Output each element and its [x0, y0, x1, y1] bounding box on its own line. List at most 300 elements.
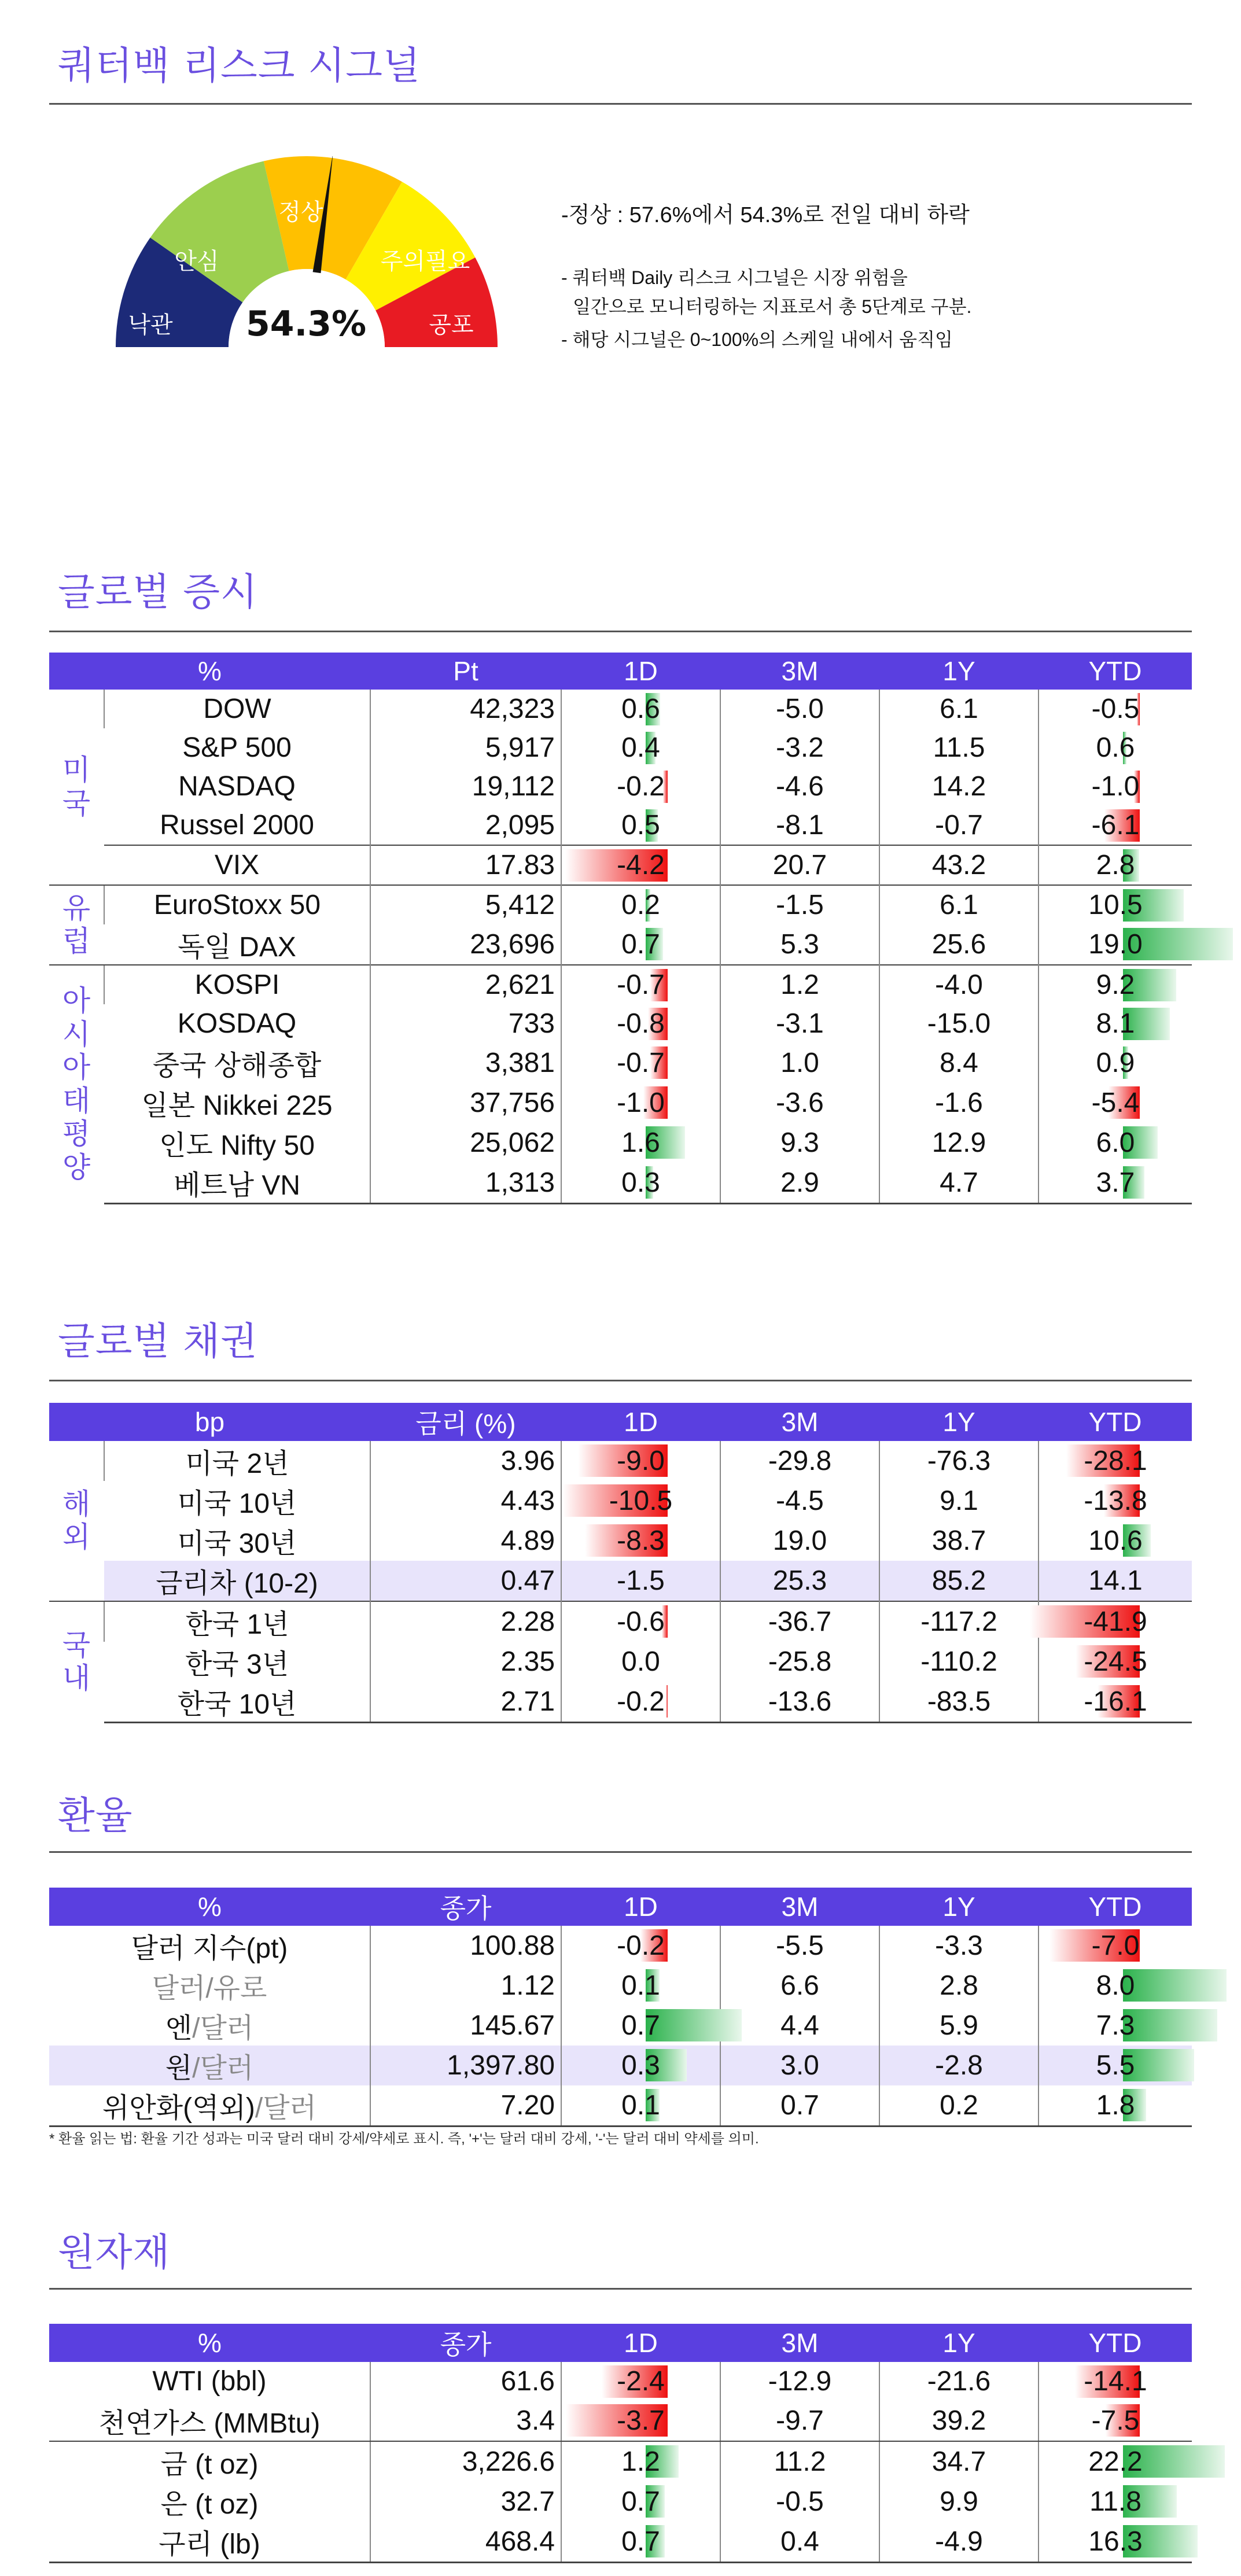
cell-value: -4.5: [720, 1481, 879, 1521]
fx-table: [49, 1888, 1192, 2127]
risk-title: 쿼터백 리스크 시그널: [58, 43, 421, 88]
cell-value: 10.5: [1088, 890, 1143, 920]
row-name: 금리차 (10-2): [104, 1561, 370, 1601]
bar-cell: [1039, 2362, 1192, 2401]
fx-base-gray: 달러: [152, 1973, 206, 2004]
row-value: 32.7: [370, 2482, 561, 2522]
row-name: 미국 30년: [177, 1528, 297, 1559]
cell-value: -8.3: [617, 1525, 665, 1556]
table-row: [49, 1123, 1192, 1163]
cell-value: 7.3: [1096, 2010, 1135, 2041]
cell-value: 22.2: [1088, 2446, 1143, 2477]
bar-cell: [1039, 1004, 1192, 1043]
group-label: 미 국: [62, 754, 91, 820]
cell-value: -1.0: [1091, 771, 1140, 802]
bar-cell: [561, 845, 720, 885]
table-row: [49, 1043, 1192, 1083]
row-value: 145.67: [370, 2006, 561, 2046]
row-name: [49, 1966, 370, 2006]
cell-value: 6.1: [879, 885, 1039, 924]
row-value: 1,313: [370, 1163, 561, 1204]
bar-cell: [1039, 1642, 1192, 1682]
row-value: 468.4: [370, 2522, 561, 2563]
cell-value: 20.7: [720, 845, 879, 885]
cell-value: -21.6: [879, 2362, 1039, 2401]
cell-value: -3.6: [720, 1083, 879, 1123]
row-value: 2,621: [370, 965, 561, 1004]
bar-cell: [561, 2085, 720, 2127]
bar-cell: [1039, 2006, 1192, 2046]
cell-value: -13.8: [1084, 1486, 1147, 1516]
cell-value: 0.1: [621, 2090, 660, 2121]
row-value: 2.71: [370, 1682, 561, 1723]
row-value: 2,095: [370, 806, 561, 845]
cell-value: -41.9: [1084, 1606, 1147, 1637]
row-name: 중국 상해종합: [152, 1051, 322, 1081]
equity-divider: [49, 631, 1192, 632]
row-name: 독일 DAX: [178, 932, 296, 963]
table-row: [49, 2482, 1192, 2522]
cell-value: -3.7: [617, 2405, 665, 2436]
col-header: 종가: [370, 2324, 561, 2362]
row-value: 5,412: [370, 885, 561, 924]
row-name: WTI (bbl): [152, 2366, 267, 2397]
fx-note: * 환율 읽는 법: 환율 기간 성과는 미국 달러 대비 강세/약세로 표시. 즉, '+'는 달러 대비 강세, '-'는 달러 대비 약세를 의미.: [49, 2131, 759, 2147]
row-name: 금 (t oz): [160, 2449, 259, 2480]
risk-desc-3: - 해당 시그널은 0~100%의 스케일 내에서 움직임: [561, 329, 953, 350]
gauge-label-1: 안심: [174, 248, 219, 275]
cell-value: 19.0: [720, 1521, 879, 1561]
row-name: [49, 2006, 370, 2046]
commodity-title: 원자재: [58, 2230, 171, 2275]
row-value: 3.4: [370, 2401, 561, 2441]
bar-cell: [561, 2006, 720, 2046]
cell-value: 9.9: [879, 2482, 1039, 2522]
gauge-label-2: 정상: [278, 199, 323, 226]
cell-value: -110.2: [879, 1642, 1039, 1682]
cell-value: -24.5: [1084, 1646, 1147, 1677]
cell-value: 1.2: [621, 2446, 660, 2477]
cell-value: -7.0: [1091, 1930, 1140, 1961]
bar-cell: [1039, 924, 1192, 965]
bar-cell: [561, 806, 720, 845]
row-name: Russel 2000: [160, 810, 314, 841]
cell-value: 8.1: [1096, 1008, 1135, 1039]
cell-value: 0.4: [621, 732, 660, 763]
table-row: [49, 2401, 1192, 2441]
cell-value: 16.3: [1088, 2526, 1143, 2557]
cell-value: -3.3: [879, 1926, 1039, 1966]
cell-value: 0.7: [621, 2526, 660, 2557]
row-value: 2.28: [370, 1601, 561, 1642]
bar-cell: [561, 1441, 720, 1481]
risk-value: 54.3%: [246, 304, 367, 344]
bar-cell: [561, 1043, 720, 1083]
bar-cell: [561, 2362, 720, 2401]
bar-cell: [561, 1004, 720, 1043]
cell-value: -76.3: [879, 1441, 1039, 1481]
bar-cell: [1039, 2401, 1192, 2441]
cell-value: -0.8: [617, 1008, 665, 1039]
bar-cell: [1039, 2522, 1192, 2563]
row-value: 733: [370, 1004, 561, 1043]
bar-cell: [561, 2441, 720, 2482]
bar-cell: [1039, 767, 1192, 806]
col-header: 종가: [370, 1888, 561, 1926]
cell-value: 11.8: [1089, 2486, 1141, 2517]
row-value: 7.20: [370, 2085, 561, 2127]
commodity-table: [49, 2324, 1192, 2563]
row-value: 2.35: [370, 1642, 561, 1682]
bar-cell: [1039, 2482, 1192, 2522]
cell-value: 4.4: [720, 2006, 879, 2046]
row-name: 한국 10년: [104, 1682, 370, 1723]
row-value: 3,226.6: [370, 2441, 561, 2482]
table-row: [49, 1926, 1192, 1966]
cell-value: -36.7: [720, 1601, 879, 1642]
row-name: 한국 3년: [185, 1649, 289, 1680]
col-header: YTD: [1039, 1403, 1192, 1441]
bar-cell: [1039, 1043, 1192, 1083]
cell-value: -2.8: [879, 2046, 1039, 2085]
row-name: 베트남 VN: [104, 1163, 370, 1204]
cell-value: -15.0: [879, 1004, 1039, 1043]
risk-desc-1: - 쿼터백 Daily 리스크 시그널은 시장 위험을: [561, 267, 908, 288]
cell-value: 11.5: [879, 728, 1039, 767]
pos-bar: [1123, 2009, 1217, 2041]
fx-quote: /달러: [192, 2053, 254, 2084]
bar-cell: [561, 885, 720, 924]
risk-headline: -정상 : 57.6%에서 54.3%로 전일 대비 하락: [561, 203, 970, 227]
table-row: [49, 2085, 1192, 2127]
group-label: 해 외: [62, 1487, 91, 1553]
bar-cell: [561, 924, 720, 965]
cell-value: 9.1: [879, 1481, 1039, 1521]
row-value: 19,112: [370, 767, 561, 806]
table-row: [49, 924, 1192, 965]
row-value: 3,381: [370, 1043, 561, 1083]
col-header: %: [49, 2324, 370, 2362]
bar-cell: [1039, 2046, 1192, 2085]
row-name: 한국 1년: [104, 1601, 370, 1642]
fx-quote: /유로: [205, 1973, 267, 2004]
cell-value: 25.3: [720, 1561, 879, 1601]
fx-base: 위안화(역외): [102, 2093, 255, 2124]
group-label: 국 내: [49, 1601, 104, 1723]
cell-value: 0.5: [621, 810, 660, 841]
bar-cell: [561, 1926, 720, 1966]
row-name: 일본 Nikkei 225: [141, 1090, 333, 1121]
cell-value: -1.5: [720, 885, 879, 924]
cell-value: 1.8: [1096, 2090, 1135, 2121]
col-header: YTD: [1039, 653, 1192, 690]
row-value: 61.6: [370, 2362, 561, 2401]
cell-value: 85.2: [879, 1561, 1039, 1601]
cell-value: 0.7: [621, 2010, 660, 2041]
cell-value: -1.0: [617, 1088, 665, 1118]
row-value: 0.47: [370, 1561, 561, 1601]
bar-cell: [561, 1481, 720, 1521]
row-name: 인도 Nifty 50: [159, 1130, 315, 1161]
cell-value: 0.1: [621, 1970, 660, 2001]
bar-cell: [561, 767, 720, 806]
cell-value: -117.2: [879, 1601, 1039, 1642]
cell-value: -5.0: [720, 690, 879, 728]
col-header: 1Y: [879, 1403, 1039, 1441]
cell-value: 0.7: [621, 2486, 660, 2517]
table-row: [49, 1966, 1192, 2006]
row-name: 천연가스 (MMBtu): [49, 2401, 370, 2441]
bar-cell: [561, 1163, 720, 1204]
cell-value: 3.7: [1096, 1167, 1135, 1198]
col-header: 1D: [561, 1403, 720, 1441]
row-value: 37,756: [370, 1083, 561, 1123]
row-name: 미국 10년: [177, 1488, 297, 1519]
cell-value: 1.6: [621, 1127, 660, 1158]
cell-value: -10.5: [609, 1486, 673, 1516]
pos-bar: [1123, 1969, 1227, 2002]
cell-value: 0.2: [879, 2085, 1039, 2127]
cell-value: 0.3: [621, 1167, 660, 1198]
cell-value: 0.7: [621, 929, 660, 960]
table-row: [49, 965, 1192, 1004]
cell-value: -0.5: [1091, 694, 1140, 724]
group-label: 아 시 아 태 평 양: [49, 965, 104, 1204]
gauge-label-3: 주의필요: [380, 248, 470, 275]
row-name: [49, 2046, 370, 2085]
cell-value: 5.3: [720, 924, 879, 965]
row-value: 1,397.80: [370, 2046, 561, 2085]
bar-cell: [561, 965, 720, 1004]
row-name: [49, 1926, 370, 1966]
row-value: 23,696: [370, 924, 561, 965]
cell-value: -16.1: [1084, 1686, 1147, 1717]
cell-value: -0.7: [879, 806, 1039, 845]
cell-value: 0.4: [720, 2522, 879, 2563]
cell-value: 2.9: [720, 1163, 879, 1204]
bar-cell: [1039, 806, 1192, 845]
bar-cell: [1039, 1966, 1192, 2006]
cell-value: -4.2: [617, 850, 665, 880]
bar-cell: [561, 2522, 720, 2563]
cell-value: 6.0: [1096, 1127, 1135, 1158]
table-row: [49, 806, 1192, 845]
row-name: EuroStoxx 50: [104, 885, 370, 924]
row-name: 구리 (lb): [49, 2522, 370, 2563]
cell-value: -0.2: [617, 1686, 665, 1717]
table-row: [49, 2441, 1192, 2482]
bonds-title: 글로벌 채권: [58, 1319, 258, 1363]
cell-value: 0.9: [1096, 1048, 1135, 1078]
bar-cell: [1039, 1441, 1192, 1481]
cell-value: -9.0: [617, 1446, 665, 1476]
cell-value: -2.4: [617, 2366, 665, 2397]
row-value: 4.89: [370, 1521, 561, 1561]
row-name: DOW: [104, 690, 370, 728]
table-row: [49, 2046, 1192, 2085]
bonds-divider: [49, 1380, 1192, 1381]
cell-value: 0.6: [621, 694, 660, 724]
table-row: [49, 1004, 1192, 1043]
col-header: 1D: [561, 2324, 720, 2362]
table-row: [49, 728, 1192, 767]
cell-value: 8.4: [879, 1043, 1039, 1083]
cell-value: 2.8: [1096, 850, 1135, 880]
bar-cell: [1039, 1926, 1192, 1966]
cell-value: -4.6: [720, 767, 879, 806]
cell-value: 1.2: [720, 965, 879, 1004]
bar-cell: [1039, 728, 1192, 767]
cell-value: 4.7: [879, 1163, 1039, 1204]
col-header: 1D: [561, 653, 720, 690]
bar-cell: [1039, 2085, 1192, 2127]
table-row: [49, 1163, 1192, 1204]
cell-value: 8.0: [1096, 1970, 1135, 2001]
cell-value: 34.7: [879, 2441, 1039, 2482]
fx-base: 달러 지수(pt): [131, 1933, 288, 1964]
bar-cell: [561, 1521, 720, 1561]
bar-cell: [1039, 885, 1192, 924]
bar-cell: [1039, 1163, 1192, 1204]
col-header: YTD: [1039, 2324, 1192, 2362]
cell-value: -14.1: [1084, 2366, 1147, 2397]
row-value: 5,917: [370, 728, 561, 767]
cell-value: 3.0: [720, 2046, 879, 2085]
cell-value: -4.0: [879, 965, 1039, 1004]
row-name: KOSPI: [104, 965, 370, 1004]
cell-value: 2.8: [879, 1966, 1039, 2006]
cell-value: 38.7: [879, 1521, 1039, 1561]
gauge-label-0: 낙관: [128, 312, 173, 338]
col-header: Pt: [370, 653, 561, 690]
bar-cell: [561, 2046, 720, 2085]
cell-value: -4.9: [879, 2522, 1039, 2563]
bar-cell: [561, 1966, 720, 2006]
equity-title: 글로벌 증시: [58, 570, 258, 614]
row-value: 4.43: [370, 1481, 561, 1521]
risk-divider: [49, 103, 1192, 105]
cell-value: -12.9: [720, 2362, 879, 2401]
table-row: [49, 1441, 1192, 1481]
col-header: 3M: [720, 1888, 879, 1926]
cell-value: -8.1: [720, 806, 879, 845]
table-row: [49, 1601, 1192, 1642]
cell-value: -29.8: [720, 1441, 879, 1481]
cell-value: 5.5: [1096, 2050, 1135, 2081]
fx-divider: [49, 1851, 1192, 1853]
cell-value: 10.6: [1088, 1525, 1143, 1556]
bar-cell: [561, 1601, 720, 1642]
row-name: 미국 2년: [104, 1441, 370, 1481]
cell-value: -1.6: [879, 1083, 1039, 1123]
table-row: [49, 1561, 1192, 1601]
cell-value: -83.5: [879, 1682, 1039, 1723]
cell-value: 5.9: [879, 2006, 1039, 2046]
row-value: 42,323: [370, 690, 561, 728]
cell-value: -7.5: [1091, 2405, 1140, 2436]
commodity-divider: [49, 2288, 1192, 2290]
cell-value: -9.7: [720, 2401, 879, 2441]
cell-value: -3.1: [720, 1004, 879, 1043]
bar-cell: [561, 1642, 720, 1682]
table-row: [49, 845, 1192, 885]
col-header: 3M: [720, 653, 879, 690]
table-row: [49, 2006, 1192, 2046]
gauge-label-4: 공포: [429, 312, 474, 338]
row-value: 25,062: [370, 1123, 561, 1163]
bar-cell: [561, 728, 720, 767]
table-row: [49, 690, 1192, 728]
cell-value: 0.3: [621, 2050, 660, 2081]
row-value: 1.12: [370, 1966, 561, 2006]
col-header: bp: [49, 1403, 370, 1441]
table-row: [49, 885, 1192, 924]
cell-value: 14.1: [1039, 1561, 1192, 1601]
cell-value: -25.8: [720, 1642, 879, 1682]
bar-cell: [1039, 1123, 1192, 1163]
row-name: [49, 2085, 370, 2127]
col-header: 3M: [720, 2324, 879, 2362]
bar-cell: [561, 1083, 720, 1123]
neg-bar: [666, 1685, 668, 1718]
cell-value: 9.3: [720, 1123, 879, 1163]
table-row: [49, 2522, 1192, 2563]
bar-cell: [561, 2482, 720, 2522]
cell-value: 0.7: [720, 2085, 879, 2127]
col-header: 3M: [720, 1403, 879, 1441]
cell-value: -6.1: [1091, 810, 1140, 841]
bar-cell: [1039, 965, 1192, 1004]
cell-value: 43.2: [879, 845, 1039, 885]
bar-cell: [1039, 1481, 1192, 1521]
cell-value: 6.1: [879, 690, 1039, 728]
bar-cell: [1039, 690, 1192, 728]
cell-value: -1.5: [561, 1561, 720, 1601]
table-row: [49, 767, 1192, 806]
cell-value: 14.2: [879, 767, 1039, 806]
col-header: %: [49, 1888, 370, 1926]
bonds-table: [49, 1403, 1192, 1723]
table-row: [49, 1481, 1192, 1521]
cell-value: -0.5: [720, 2482, 879, 2522]
row-value: 17.83: [370, 845, 561, 885]
bar-cell: [1039, 1083, 1192, 1123]
group-label: 유 럽: [49, 885, 104, 965]
table-row: [49, 1642, 1192, 1682]
cell-value: -5.5: [720, 1926, 879, 1966]
bar-cell: [561, 690, 720, 728]
fx-base: 엔: [165, 2013, 193, 2044]
bar-cell: [561, 1123, 720, 1163]
cell-value: 0.0: [621, 1646, 660, 1677]
row-name: VIX: [104, 845, 370, 885]
cell-value: 12.9: [879, 1123, 1039, 1163]
col-header: 금리 (%): [370, 1403, 561, 1441]
table-row: [49, 1521, 1192, 1561]
fx-base: 원: [165, 2053, 193, 2084]
fx-quote: /달러: [255, 2093, 316, 2124]
row-value: 100.88: [370, 1926, 561, 1966]
row-name: NASDAQ: [178, 771, 296, 802]
row-value: 3.96: [370, 1441, 561, 1481]
col-header: 1Y: [879, 653, 1039, 690]
cell-value: 39.2: [879, 2401, 1039, 2441]
cell-value: -0.6: [617, 1606, 665, 1637]
equity-table: [49, 653, 1192, 1204]
cell-value: -0.7: [617, 970, 665, 1000]
table-row: [49, 2362, 1192, 2401]
col-header: 1D: [561, 1888, 720, 1926]
